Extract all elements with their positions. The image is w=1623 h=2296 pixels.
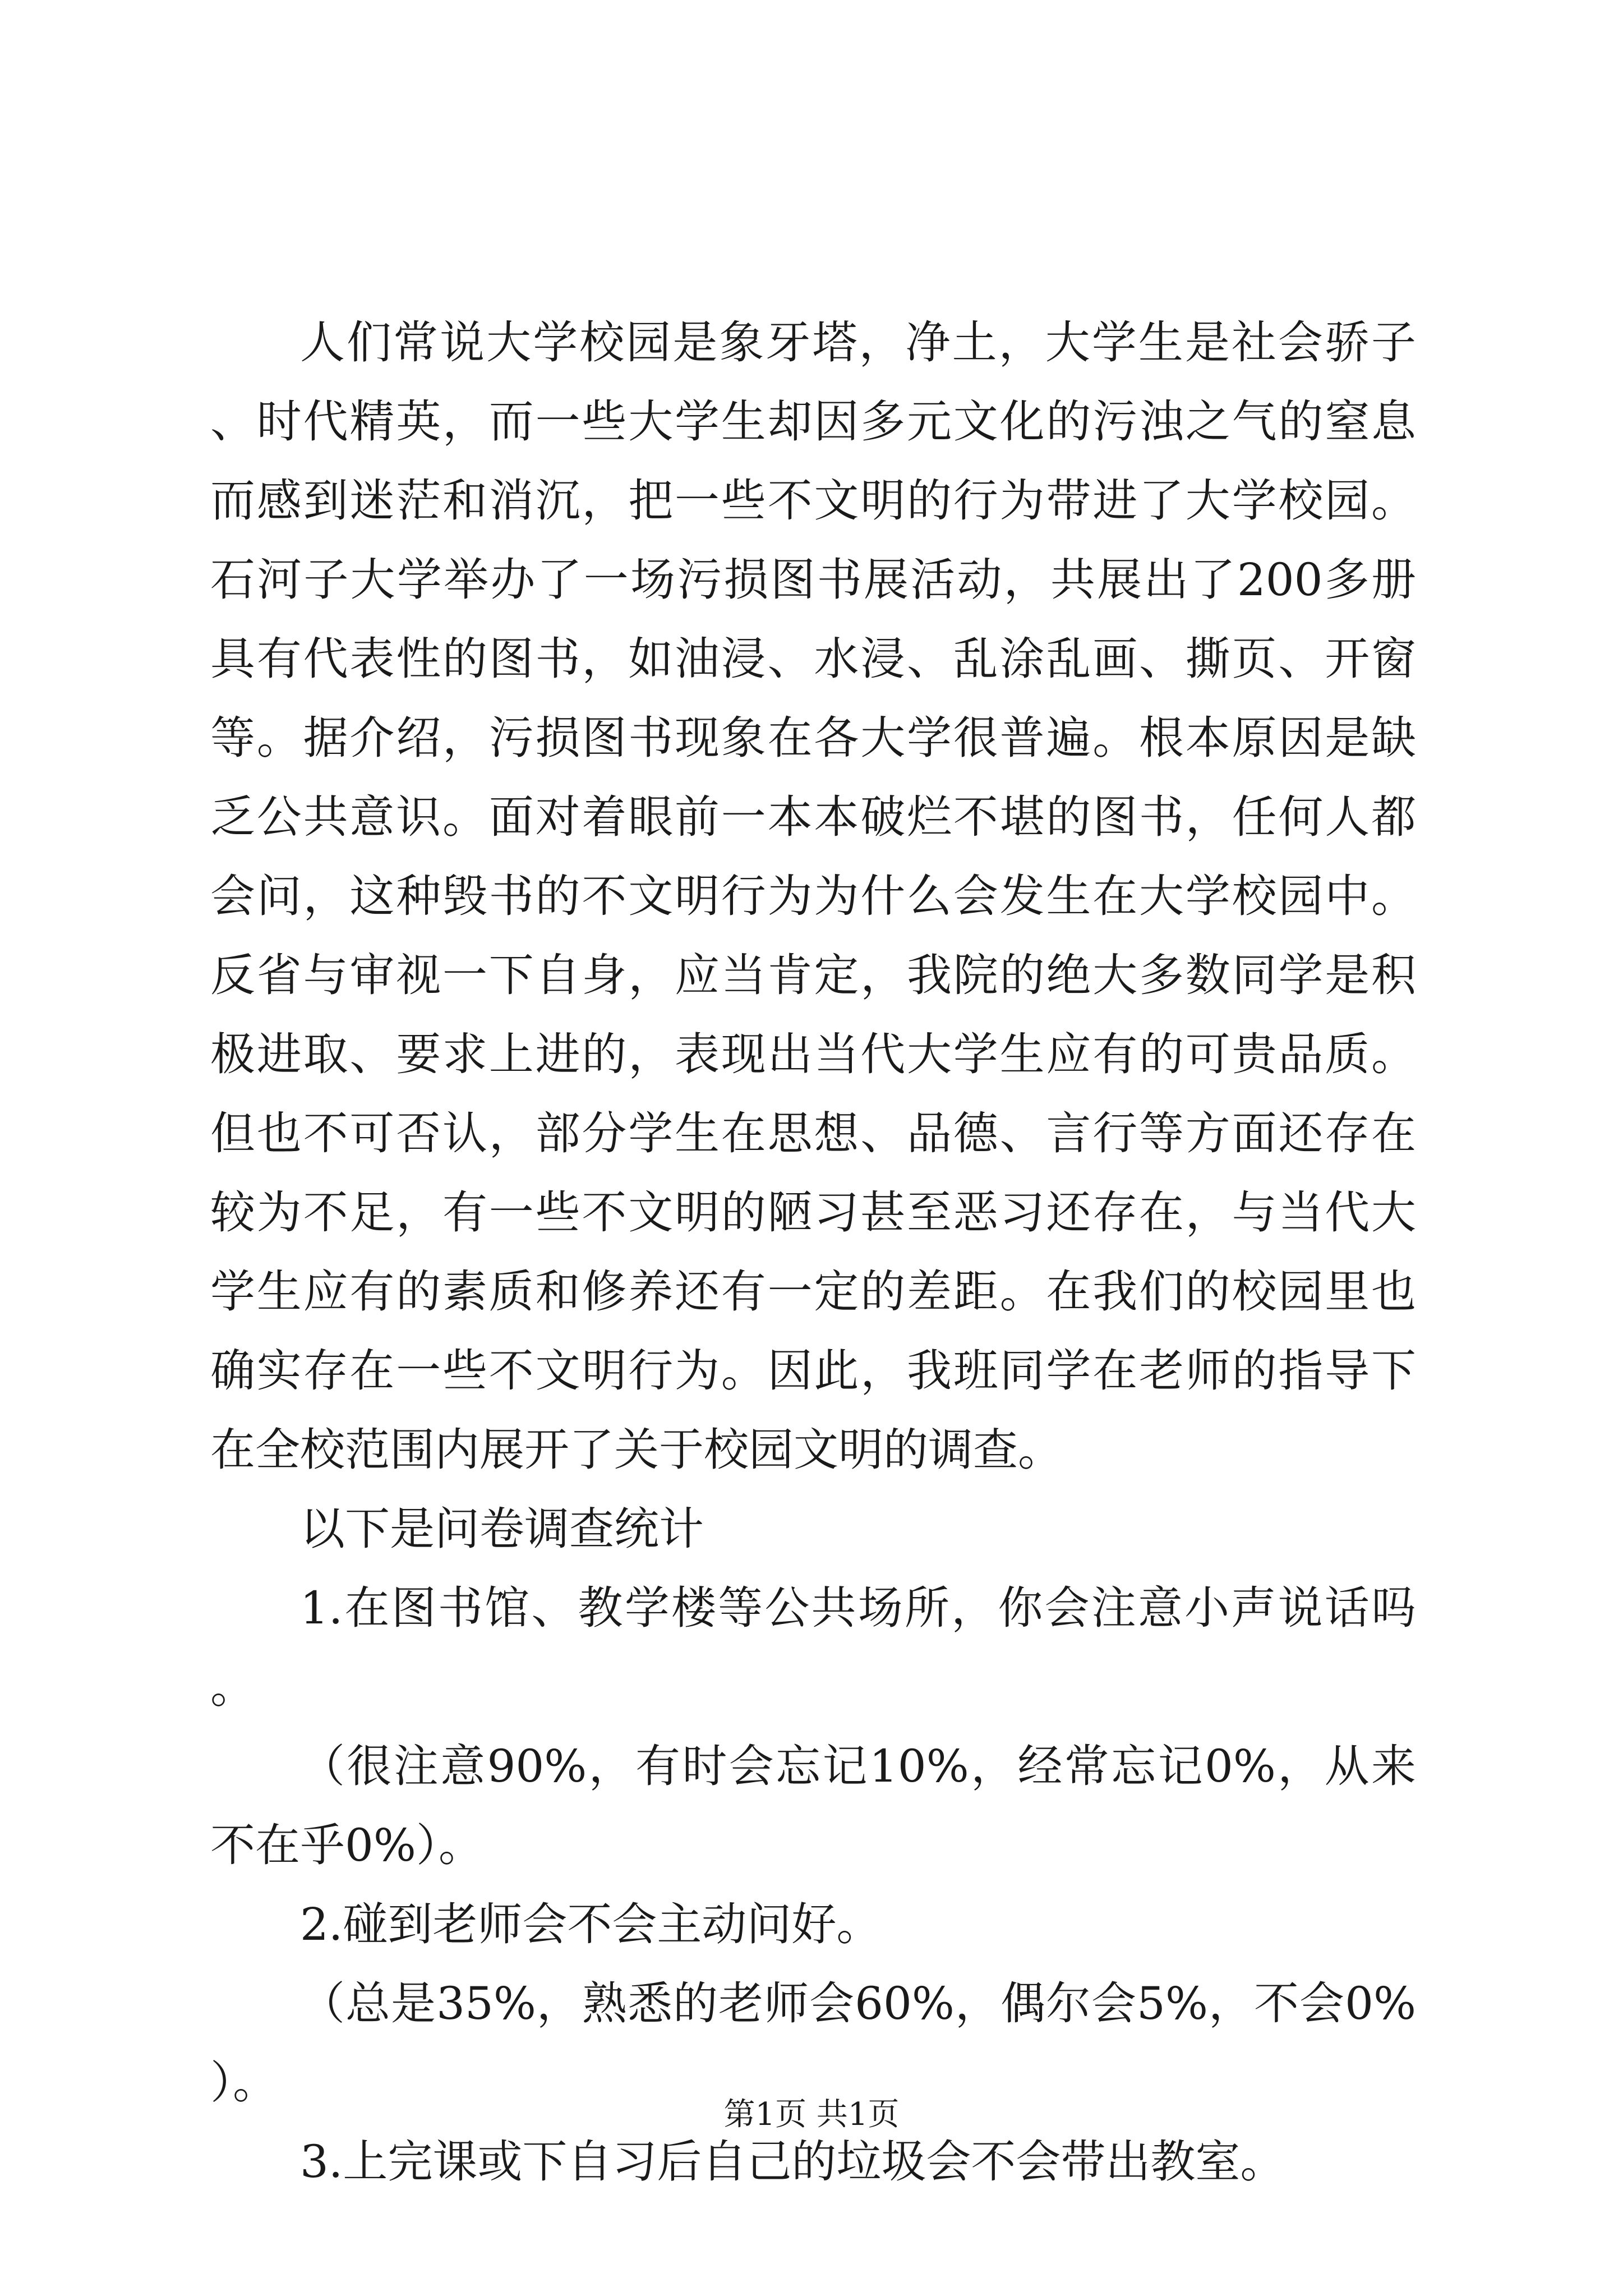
page-footer: 第1页 共1页 — [723, 2096, 900, 2133]
document-body — [210, 303, 1416, 2201]
survey-question-2: 2.碰到老师会不会主动问好。 — [300, 1898, 882, 1950]
survey-heading: 以下是问卷调查统计 — [300, 1503, 704, 1555]
survey-question-3: 3.上完课或下自习后自己的垃圾会不会带出教室。 — [300, 2136, 1285, 2188]
survey-answer-1: （很注意90%，有时会忘记10%，经常忘记0%，从来不在乎0%）。 — [210, 1740, 1416, 1871]
intro-paragraph: 人们常说大学校园是象牙塔，净土，大学生是社会骄子、时代精英，而一些大学生却因多元文化的污浊之气的窒息而感到迷茫和消沉，把一些不文明的行为带进了大学校园。石河子大学举办了一场污损图书展活动，共展出了200多册具有代表性的图书，如油浸、水浸、乱涂乱画、撕页、开窗等。据介绍，污损图书现象在各大学很普遍。根本原因是缺乏公共意识。面对着眼前一本本破烂不堪的图书，任何人都会问，这种毁书的不文明行为为什么会发生在大学校园中。反省与审视一下自身，应当肯定，我院的绝大多数同学是积极进取、要求上进的，表现出当代大学生应有的可贵品质。但也不可否认，部分学生在思想、品德、言行等方面还存在较为不足，有一些不文明的陋习甚至恶习还存在，与当代大学生应有的素质和修养还有一定的差距。在我们的校园里也确实存在一些不文明行为。因此，我班同学在老师的指导下在全校范围内展开了关于校园文明的调查。 — [210, 316, 1416, 1476]
survey-question-1: 1.在图书馆、教学楼等公共场所，你会注意小声说话吗。 — [210, 1582, 1416, 1713]
survey-answer-2: （总是35%，熟悉的老师会60%，偶尔会5%，不会0%）。 — [210, 1977, 1416, 2109]
